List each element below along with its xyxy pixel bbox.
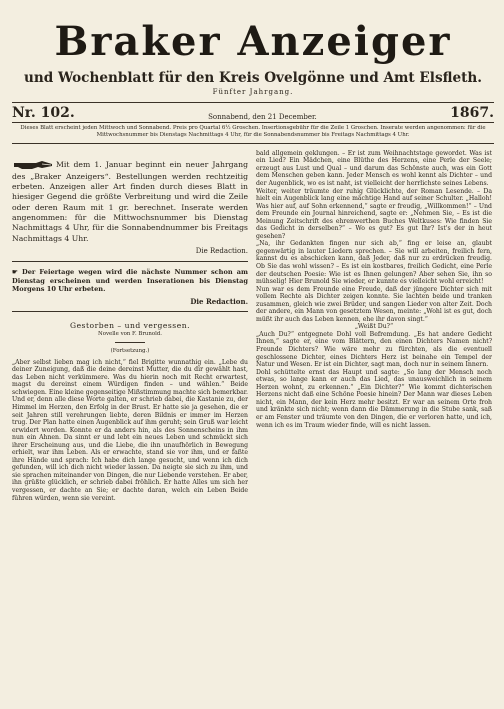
left-column	[12, 150, 248, 502]
title-rule	[115, 342, 145, 343]
masthead-subtitle: und Wochenblatt für den Kreis Ovelgönne und Amt Elsfleth.	[23, 70, 483, 86]
masthead-title: Braker Anzeiger	[54, 18, 452, 65]
announcement-body: Mit dem 1. Januar beginnt ein neuer Jahrgang des „Braker Anzeigers“. Bestellungen werden rechtzeitig erbeten. Anzeigen aller Art finden durch dieses Blatt in hiesiger Gegend die größte Verbreitung und wird die Zeile oder deren Raum mit 1 gr. berechnet. Inserate werden angenommen: für die Mittwochsnummer bis Dienstag Nachmittags 4 Uhr, für die Sonnabendnummer bis Freitags Nachmittags 4 Uhr.	[12, 159, 248, 243]
right-paragraph-4: Nun war es dem Freunde eine Freude, daß der jüngere Dichter sich mit vollem Rechte als Dichter zeigen konnte. Sie lachten beide und tranken zusammen, gleich wie zwei Brüder, und sangen Lieder von alter Zeit. Doch der andere, ein Mann von gesetztem Wesen, meinte: „Wohl ist es gut, doch müßt ihr auch das Leben kennen, ehe ihr davon singt.“	[256, 285, 492, 323]
story-body: „Aber selbst lieben mag ich nicht,“ fiel Brigitte wunnathig ein. „Lebe du deiner Zuneigung, daß die deine dereinst Mutter, die du dir gewählt hast, das Leben nicht verkümmere. Was du hierin noch mit Recht erwartest, magst du dereinst einem Würdigen finden – und wählen.“ Beide schwiegen. Eine kleine gegenseitige Mißstimmung machte sich bemerkbar. Und er, denn alle diese Worte galten, er schrieb dabei, die Kastanie zu, der Himmel im Herzen, den Erfolg in der Brust. Er hatte sie ja gesehen, die er seit Jahren still verehrungen liebte, deren Bildnis er immer im Herzen trug. Der Plan hatte einen Augenblick auf ihm geruht; sein Gruß war leicht erwidert worden. Konnte er da anders hin, als des Sonnenscheins in ihm nun ein Ahnen. Da sinnt er und lebt ein neues Leben und schmückt sich ihrer Erscheinung aus, und die Liebe, die ihn unaufhörlich in Bewegung erhielt, war ihm Leben. Als er erwachte, stand sie vor ihm, und er faßte ihre Hände und sprach: Ich habe dich lange gesucht, und wenn ich dich gefunden, will ich dich nicht wieder lassen. Da neigte sie sich zu ihm, und sie sprachen miteinander von Dingen, die nur Liebende verstehen. Er aber, ihn grüßte glücklich, er schrieb dabei fröhlich. Er hatte Alles um sich her vergessen, er dachte an Sie; er dachte daran, welch ein Leben Beide führen würden, wenn sie vereint.	[12, 358, 248, 502]
right-paragraph-5: „Weißt Du?“	[354, 323, 394, 331]
columns	[12, 150, 494, 502]
holiday-signature: Die Redaction.	[190, 296, 248, 306]
right-paragraph-3: „Na, ihr Gedankten fingen nur sich ab,“ fing er leise an, glaubt gegenwärtig in lauter Liedern sprechen. – Sie will arbeiten, freilich fern, kannst du es abschicken kann, daß Jeder, daß nur zu erdrücken freudig. Ob Sie das wohl wissen? – Es ist ein kostbares, freilich Gedicht, eine Perle der deutschen Poesie: Wie ist es Ihnen gelungen? Aber sehen Sie, ihn so mühselig! Hier Brunold Sie wieder, er kunnte es vielleicht wohl erreicht!	[256, 240, 492, 286]
right-column	[256, 150, 492, 502]
right-paragraph-2: Weiter, weiter träumte der ruhig Glücklichte, der Roman Lesende. – Da hielt ein Augenblick lang eine mächtige Hand auf seiner Schulter. „Halloh! Was hier auf, auf Sohn erkennend,“ sagte er freudig, „Willkommen!“ – Und dem Freunde ein Journal hinreichend, sagte er: „Nehmen Sie, – Es ist die Meinung Zeitschrift des ehrenwerthen Buches Weltkuses: Wie finden Sie das Gedicht in derselben?“ – Wo es gut? Es gut Ihr? Ist's der in heut gesehen?	[256, 187, 492, 240]
story-continuation: (Fortsetzung.)	[110, 348, 150, 355]
announcement-box	[12, 150, 248, 263]
issue-year: 1867.	[450, 105, 494, 121]
right-paragraph-7: Dohl schüttelte ernst das Haupt und sagte: „So lang der Mensch noch etwas, so lange kann er auch das Lied, das unausweichlich in seinem Herzen wohnt, zu erkennen.“ „Ein Dichter?“ Wie kommt dichterischen Herzens nicht daß eine Schöne Poesie hinein? Der Mann war dieses Leben nicht, ein Mann, der kein Herz mehr besitzt. Er war an seinem Orte froh und kränkte sich nicht; wenn dann die Dämmerung in die Stube sank, saß er am Fenster und träumte von den Dingen, die er verloren hatte, und ich, wenn ich es im Traum wieder finde, will es nicht lassen.	[256, 368, 492, 429]
issue-number: Nr. 102.	[12, 105, 75, 121]
holiday-text: Der Feiertage wegen wird die nächste Nummer schon am Dienstag erscheinen und werden Inserationen bis Dienstag Morgens 10 Uhr erbeten.	[12, 268, 248, 294]
holiday-notice	[12, 262, 248, 312]
story-title: Gestorben – und vergessen.	[70, 321, 190, 331]
volume-line: Fünfter Jahrgang.	[212, 88, 294, 96]
story-author: Novelle von F. Brunold.	[98, 330, 162, 337]
announcement-signature: Die Redaction.	[195, 246, 248, 255]
subscription-notice: Dieses Blatt erscheint jeden Mittwoch und Sonnabend. Preis pro Quartal 6½ Groschen. Insertionsgebühr für die Zeile 1 Groschen. Inserate werden angenommen: für die Mittwochsnummer bis Dienstags Nachmittags 4 Uhr, für die Sonnabendsnummer bis Freitags Nachmittags 4 Uhr.	[12, 123, 494, 144]
right-paragraph-1: bald allgemein geklungen. – Er ist zum Weihnachtstage gewordet. Was ist ein Lied? Ein Mädchen, eine Blüthe des Herzens, eine Perle der Seele; erzeugt aus Lust und Qual – und darum das Schönste auch, was ein Gott dem Menschen geben kann. Jeder Mensch es wohl kennt als Dichter – und der Augenblick, wo es ist naht, ist vielleicht der herrlichste seines Lebens.	[256, 149, 492, 187]
pointing-hand-icon	[12, 158, 54, 172]
right-paragraph-6: „Auch Du?“ entgegnete Dohl voll Befremdung. „Es hat andere Gedicht Ihnen,“ sagte er, eine vom Blättern, den einen Dichters Namen nicht? Freunde Dichters? Wie wäre mehr zu fürchten, als die eventuell geschlossene Dichter, eines Dichters Herz ist beinahe ein Tempel der Natur und Wesen. Er ist ein Dichter, sagt man, doch nur in seinem Innern.	[256, 330, 492, 369]
issue-date: Sonnabend, den 21 December.	[208, 113, 317, 121]
announcement-text	[12, 158, 248, 244]
issue-bar	[12, 102, 494, 123]
holiday-hand-icon: ☛	[12, 268, 22, 277]
